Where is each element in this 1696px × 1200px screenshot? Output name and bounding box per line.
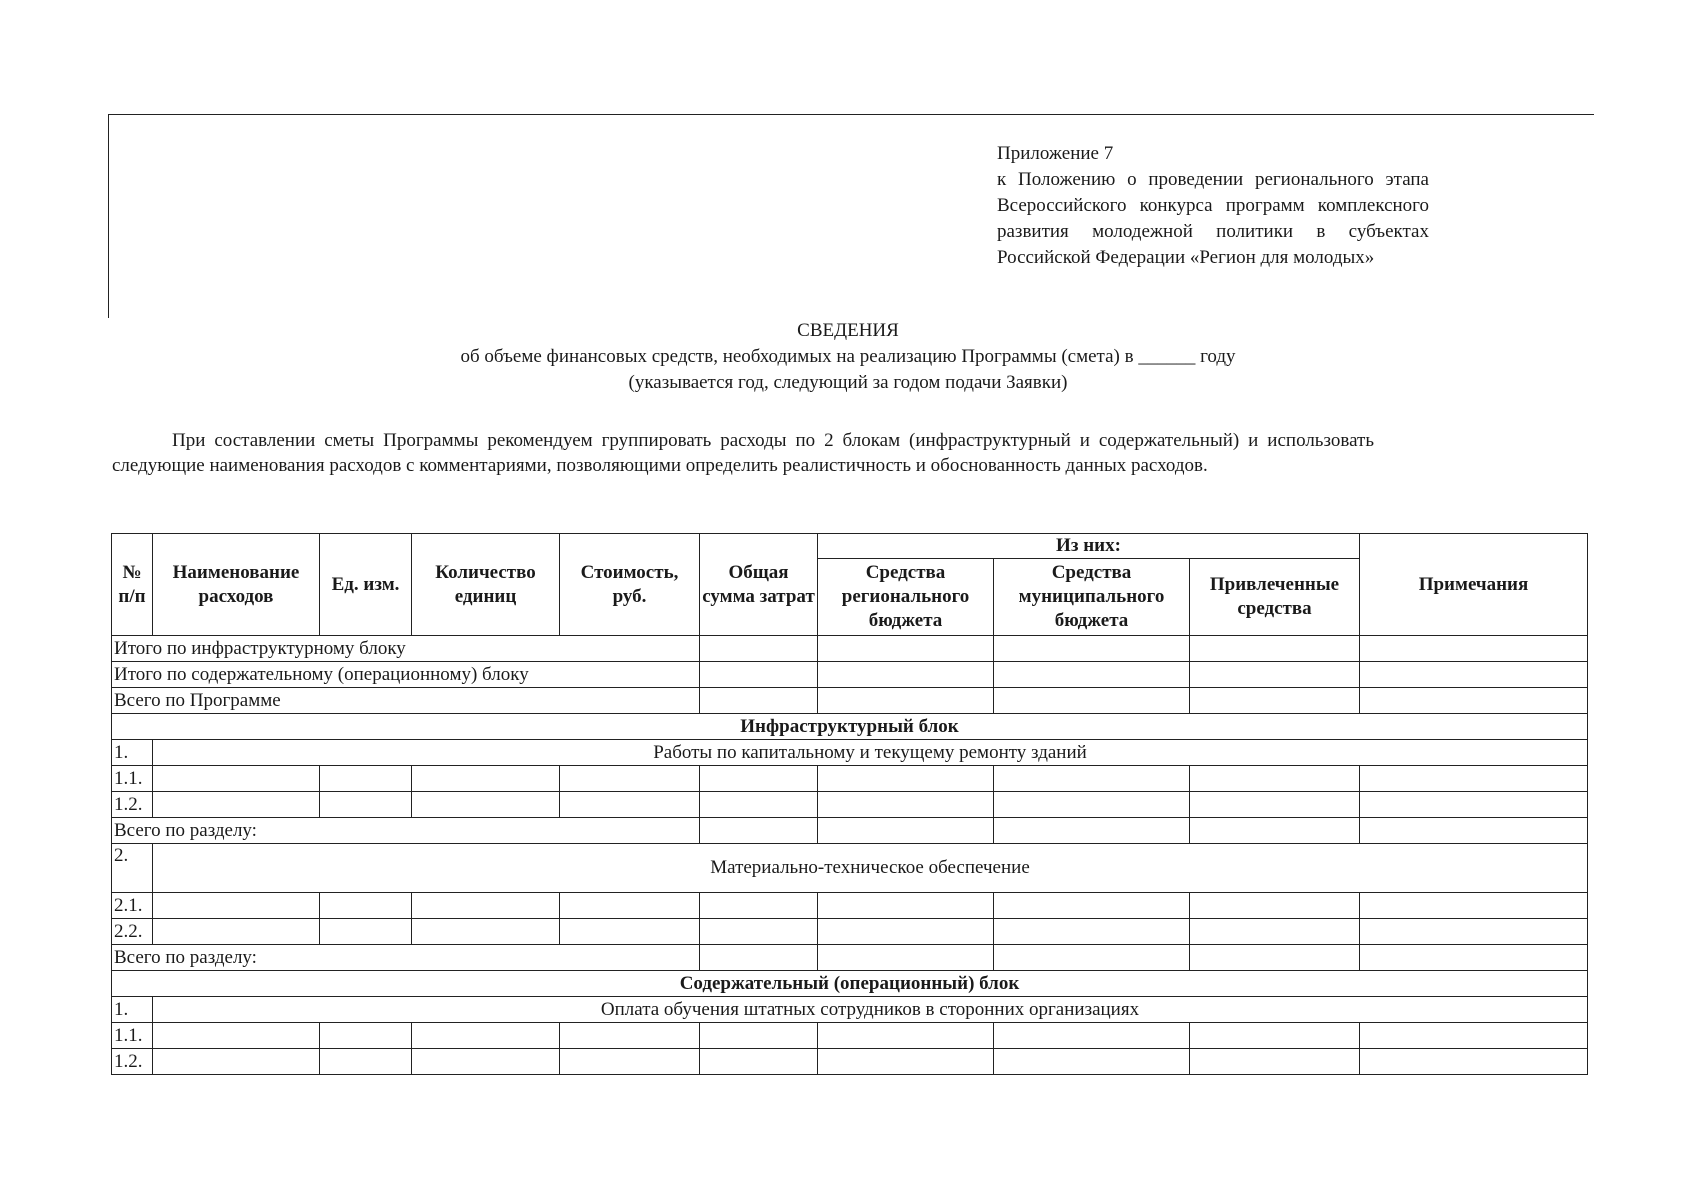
empty-cell[interactable] bbox=[1360, 818, 1588, 844]
empty-cell[interactable] bbox=[818, 662, 994, 688]
section-total-label: Всего по разделу: bbox=[112, 818, 700, 844]
empty-cell[interactable] bbox=[700, 945, 818, 971]
section-number: 1. bbox=[112, 740, 153, 766]
empty-cell[interactable] bbox=[153, 792, 320, 818]
empty-cell[interactable] bbox=[412, 893, 560, 919]
empty-cell[interactable] bbox=[1190, 662, 1360, 688]
section-title: Материально-техническое обеспечение bbox=[153, 844, 1588, 893]
empty-cell[interactable] bbox=[700, 792, 818, 818]
empty-cell[interactable] bbox=[320, 766, 412, 792]
intro-paragraph: При составлении сметы Программы рекомендуем группировать расходы по 2 блокам (инфраструктурный и содержательный) и использовать следующие наименования расходов с комментариями, позволяющими определить реалистичность и обоснованность данных расходов. bbox=[112, 430, 1374, 476]
empty-cell[interactable] bbox=[412, 792, 560, 818]
empty-cell[interactable] bbox=[818, 792, 994, 818]
empty-cell[interactable] bbox=[320, 1049, 412, 1075]
empty-cell[interactable] bbox=[560, 919, 700, 945]
empty-cell[interactable] bbox=[320, 1023, 412, 1049]
header-qty: Количество единиц bbox=[412, 534, 560, 636]
empty-cell[interactable] bbox=[818, 818, 994, 844]
empty-cell[interactable] bbox=[412, 1049, 560, 1075]
row-number: 1.1. bbox=[112, 766, 153, 792]
header-num: № п/п bbox=[112, 534, 153, 636]
header-attracted: Привлеченные средства bbox=[1190, 559, 1360, 636]
empty-cell[interactable] bbox=[1190, 636, 1360, 662]
summary-content-label: Итого по содержательному (операционному) блоку bbox=[112, 662, 700, 688]
section-title: Работы по капитальному и текущему ремонту зданий bbox=[153, 740, 1588, 766]
section-number: 2. bbox=[112, 844, 153, 893]
section-number: 1. bbox=[112, 997, 153, 1023]
empty-cell[interactable] bbox=[1190, 919, 1360, 945]
empty-cell[interactable] bbox=[1360, 662, 1588, 688]
row-number: 1.1. bbox=[112, 1023, 153, 1049]
section-row bbox=[112, 844, 1588, 893]
summary-program-label: Всего по Программе bbox=[112, 688, 700, 714]
empty-cell[interactable] bbox=[1190, 893, 1360, 919]
empty-cell[interactable] bbox=[818, 1049, 994, 1075]
empty-cell[interactable] bbox=[153, 766, 320, 792]
header-municipal: Средства муниципального бюджета bbox=[994, 559, 1190, 636]
content-block-title: Содержательный (операционный) блок bbox=[112, 971, 1588, 997]
header-notes: Примечания bbox=[1360, 534, 1588, 636]
empty-cell[interactable] bbox=[818, 1023, 994, 1049]
section-row bbox=[112, 740, 1588, 766]
empty-cell[interactable] bbox=[560, 1023, 700, 1049]
table-row bbox=[112, 766, 1588, 792]
block-row bbox=[112, 971, 1588, 997]
document-subtitle: об объеме финансовых средств, необходимых на реализацию Программы (смета) в ______ году bbox=[460, 346, 1236, 367]
empty-cell[interactable] bbox=[700, 818, 818, 844]
table-row bbox=[112, 893, 1588, 919]
empty-cell[interactable] bbox=[560, 893, 700, 919]
empty-cell[interactable] bbox=[1360, 893, 1588, 919]
empty-cell[interactable] bbox=[994, 1049, 1190, 1075]
empty-cell[interactable] bbox=[153, 1049, 320, 1075]
header-regional: Средства регионального бюджета bbox=[818, 559, 994, 636]
header-unit: Ед. изм. bbox=[320, 534, 412, 636]
row-number: 1.2. bbox=[112, 792, 153, 818]
block-row bbox=[112, 714, 1588, 740]
section-title: Оплата обучения штатных сотрудников в сторонних организациях bbox=[153, 997, 1588, 1023]
infra-block-title: Инфраструктурный блок bbox=[112, 714, 1588, 740]
empty-cell[interactable] bbox=[1360, 945, 1588, 971]
empty-cell[interactable] bbox=[1360, 688, 1588, 714]
empty-cell[interactable] bbox=[700, 766, 818, 792]
empty-cell[interactable] bbox=[1190, 792, 1360, 818]
empty-cell[interactable] bbox=[700, 919, 818, 945]
empty-cell[interactable] bbox=[153, 1023, 320, 1049]
empty-cell[interactable] bbox=[818, 919, 994, 945]
empty-cell[interactable] bbox=[412, 1023, 560, 1049]
table-row bbox=[112, 792, 1588, 818]
empty-cell[interactable] bbox=[994, 766, 1190, 792]
empty-cell[interactable] bbox=[994, 662, 1190, 688]
appendix-note bbox=[997, 141, 1429, 271]
empty-cell[interactable] bbox=[818, 945, 994, 971]
empty-cell[interactable] bbox=[700, 688, 818, 714]
appendix-number: Приложение 7 bbox=[997, 143, 1114, 164]
empty-cell[interactable] bbox=[1360, 792, 1588, 818]
empty-cell[interactable] bbox=[1190, 818, 1360, 844]
empty-cell[interactable] bbox=[1360, 766, 1588, 792]
empty-cell[interactable] bbox=[818, 766, 994, 792]
empty-cell[interactable] bbox=[994, 1023, 1190, 1049]
empty-cell[interactable] bbox=[1360, 919, 1588, 945]
empty-cell[interactable] bbox=[560, 792, 700, 818]
empty-cell[interactable] bbox=[1190, 688, 1360, 714]
header-of-which: Из них: bbox=[818, 534, 1360, 559]
table-row bbox=[112, 1023, 1588, 1049]
section-total-label: Всего по разделу: bbox=[112, 945, 700, 971]
empty-cell[interactable] bbox=[1190, 1023, 1360, 1049]
frame-top-line bbox=[108, 114, 1594, 115]
appendix-reference: к Положению о проведении регионального этапа Всероссийского конкурса программ комплексного развития молодежной политики в субъектах Российской Федерации «Регион для молодых» bbox=[997, 169, 1429, 268]
empty-cell[interactable] bbox=[320, 893, 412, 919]
table-row bbox=[112, 688, 1588, 714]
empty-cell[interactable] bbox=[994, 945, 1190, 971]
estimate-table bbox=[111, 533, 1588, 1075]
empty-cell[interactable] bbox=[1190, 1049, 1360, 1075]
table-row bbox=[112, 919, 1588, 945]
document-title: СВЕДЕНИЯ bbox=[797, 320, 899, 341]
empty-cell[interactable] bbox=[1190, 766, 1360, 792]
empty-cell[interactable] bbox=[700, 662, 818, 688]
empty-cell[interactable] bbox=[994, 636, 1190, 662]
empty-cell[interactable] bbox=[153, 919, 320, 945]
row-number: 2.2. bbox=[112, 919, 153, 945]
row-number: 2.1. bbox=[112, 893, 153, 919]
empty-cell[interactable] bbox=[994, 818, 1190, 844]
empty-cell[interactable] bbox=[994, 688, 1190, 714]
empty-cell[interactable] bbox=[1360, 1023, 1588, 1049]
empty-cell[interactable] bbox=[700, 1023, 818, 1049]
table-row bbox=[112, 818, 1588, 844]
empty-cell[interactable] bbox=[818, 893, 994, 919]
empty-cell[interactable] bbox=[153, 893, 320, 919]
frame-left-line bbox=[108, 114, 109, 318]
table-row bbox=[112, 662, 1588, 688]
empty-cell[interactable] bbox=[994, 792, 1190, 818]
empty-cell[interactable] bbox=[994, 893, 1190, 919]
empty-cell[interactable] bbox=[994, 919, 1190, 945]
empty-cell[interactable] bbox=[700, 636, 818, 662]
empty-cell[interactable] bbox=[1190, 945, 1360, 971]
document-subtitle-note: (указывается год, следующий за годом подачи Заявки) bbox=[628, 372, 1068, 393]
section-row bbox=[112, 997, 1588, 1023]
empty-cell[interactable] bbox=[412, 766, 560, 792]
table-row bbox=[112, 1049, 1588, 1075]
empty-cell[interactable] bbox=[818, 688, 994, 714]
header-total: Общая сумма затрат bbox=[700, 534, 818, 636]
empty-cell[interactable] bbox=[1360, 1049, 1588, 1075]
empty-cell[interactable] bbox=[560, 1049, 700, 1075]
row-number: 1.2. bbox=[112, 1049, 153, 1075]
empty-cell[interactable] bbox=[1360, 636, 1588, 662]
empty-cell[interactable] bbox=[700, 893, 818, 919]
empty-cell[interactable] bbox=[320, 919, 412, 945]
summary-infra-label: Итого по инфраструктурному блоку bbox=[112, 636, 700, 662]
header-name: Наименование расходов bbox=[153, 534, 320, 636]
table-row bbox=[112, 945, 1588, 971]
header-row-1 bbox=[112, 534, 1588, 559]
table-row bbox=[112, 636, 1588, 662]
empty-cell[interactable] bbox=[412, 919, 560, 945]
empty-cell[interactable] bbox=[320, 792, 412, 818]
empty-cell[interactable] bbox=[818, 636, 994, 662]
header-cost: Стоимость, руб. bbox=[560, 534, 700, 636]
empty-cell[interactable] bbox=[700, 1049, 818, 1075]
empty-cell[interactable] bbox=[560, 766, 700, 792]
